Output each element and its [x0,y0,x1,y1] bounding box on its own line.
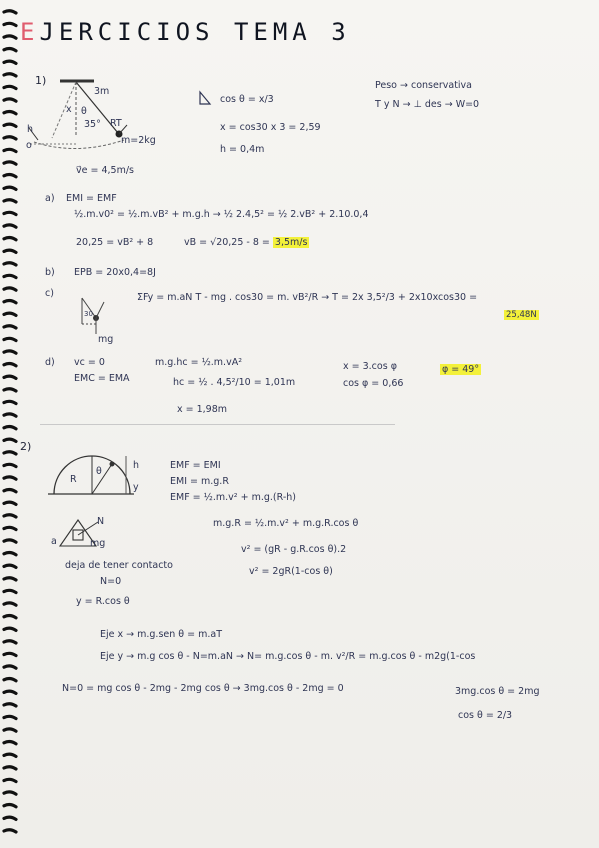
loses-contact: deja de tener contacto [65,560,173,571]
diagram-rt: RT [110,118,122,129]
spiral-ring [4,679,16,681]
spiral-ring [4,99,16,101]
spiral-ring [4,11,16,13]
spiral-ring [4,565,16,567]
fbd-N: N [97,516,105,527]
part-b-label: b) [45,267,55,278]
part-d-eq3: x = 1,98m [177,404,228,415]
spiral-ring [4,628,16,630]
part-a-eq2: ½.m.v0² = ½.m.vB² + m.g.h → ½ 2.4,5² = ½ 2.vB² + 2.10.0,4 [74,209,369,220]
spiral-ring [4,578,16,580]
hemisphere-diagram [44,446,144,502]
diagram-origin: o [26,140,32,151]
spiral-ring [4,439,16,441]
spiral-ring [4,553,16,555]
spiral-ring [4,792,16,794]
spiral-ring [4,162,16,164]
spiral-ring [4,200,16,202]
fbd-a: a [51,536,57,547]
force-angle: 30 [84,310,93,318]
ex2-emf-emi: EMF = EMI [170,460,221,471]
spiral-ring [4,515,16,517]
spiral-ring [4,754,16,756]
part-d-label: d) [45,357,55,368]
note-weight: Peso → conservativa [375,80,473,91]
spiral-ring [4,427,16,429]
spiral-ring [4,616,16,618]
section-divider [40,424,395,425]
spiral-ring [4,23,16,25]
axis-y-eq: Eje y → m.g cos θ - N=m.aN → N= m.g.cos θ - m. v²/R = m.g.cos θ - m2g(1-cos [100,651,476,662]
hemisphere-y: y [133,482,139,493]
spiral-ring [4,527,16,529]
trig-x: x = cos30 x 3 = 2,59 [220,122,321,133]
part-a-eq3: 20,25 = vB² + 8 [76,237,154,248]
spiral-ring [4,401,16,403]
initial-velocity: v⃗e = 4,5m/s [76,165,134,176]
part-a-eq1: EMI = EMF [66,193,117,204]
spiral-ring [4,364,16,366]
trig-cos: cos θ = x/3 [220,94,274,105]
spiral-ring [4,716,16,718]
fbd-mg: mg [90,538,106,549]
spiral-ring [4,590,16,592]
spiral-ring [4,464,16,466]
spiral-ring [4,175,16,177]
final-eq: N=0 = mg cos θ - 2mg - 2mg cos θ → 3mg.cos θ - 2mg = 0 [62,683,344,694]
spiral-ring [4,477,16,479]
spiral-ring [4,212,16,214]
spiral-ring [4,742,16,744]
spiral-ring [4,275,16,277]
y-cos: y = R.cos θ [76,596,130,607]
spiral-ring [4,49,16,51]
spiral-ring [4,74,16,76]
diagram-length: 3m [94,86,110,97]
part-c-eq: ΣFy = m.aN T - mg . cos30 = m. vB²/R → T = 2x 3,5²/3 + 2x10xcos30 = [137,292,478,303]
spiral-ring [4,225,16,227]
spiral-ring [4,767,16,769]
spiral-ring [4,338,16,340]
part-c-answer: 25,48N [506,310,537,320]
spiral-ring [4,805,16,807]
exercise-2-number: 2) [20,440,32,453]
spiral-ring [4,263,16,265]
ex2-emi: EMI = m.g.R [170,476,229,487]
spiral-ring [4,603,16,605]
part-a-eq4: vB = √20,25 - 8 = 3,5m/s [184,237,308,248]
spiral-ring [4,326,16,328]
hemisphere-h: h [133,460,140,471]
ex2-eq4: m.g.R = ½.m.v² + m.g.R.cos θ [213,518,359,529]
spiral-ring [4,389,16,391]
spiral-ring [4,490,16,492]
spiral-ring [4,187,16,189]
note-tension: T y N → ⊥ des → W=0 [375,99,480,110]
diagram-angle: 35° [84,119,101,130]
trig-h: h = 0,4m [220,144,265,155]
spiral-ring [4,250,16,252]
spiral-ring [4,376,16,378]
part-a-label: a) [45,193,55,204]
spiral-ring [4,817,16,819]
spiral-ring [4,641,16,643]
spiral-ring [4,36,16,38]
spiral-ring [4,351,16,353]
diagram-mass: m=2kg [121,135,156,146]
exercise-1-number: 1) [35,74,47,87]
part-d-emc: EMC = EMA [74,373,130,384]
spiral-ring [4,502,16,504]
spiral-ring [4,414,16,416]
result-1: 3mg.cos θ = 2mg [455,686,540,697]
spiral-ring [4,313,16,315]
part-d-r2: cos φ = 0,66 [343,378,404,389]
spiral-ring [4,112,16,114]
part-d-vc: vc = 0 [74,357,105,368]
spiral-ring [4,124,16,126]
spiral-ring [4,86,16,88]
spiral-ring [4,238,16,240]
ex2-eq6: v² = 2gR(1-cos θ) [249,566,333,577]
force-mg: mg [98,334,114,345]
page-title: EJERCICIOS TEMA 3 [20,18,351,46]
spiral-ring [4,61,16,63]
spiral-ring [4,452,16,454]
normal-zero: N=0 [100,576,122,587]
triangle-icon [198,90,212,106]
ex2-emf: EMF = ½.m.v² + m.g.(R-h) [170,492,296,503]
part-d-answer: φ = 49° [442,364,480,375]
spiral-ring [4,779,16,781]
spiral-ring [4,301,16,303]
part-d-r1: x = 3.cos φ [343,361,397,372]
spiral-ring [4,149,16,151]
spiral-ring [4,830,16,832]
part-b-eq: EPB = 20x0,4=8J [74,267,156,278]
hemisphere-R: R [70,474,77,485]
hemisphere-theta: θ [96,466,102,477]
part-c-label: c) [45,288,54,299]
part-d-eq1: m.g.hc = ½.m.vA² [155,357,242,368]
axis-x-eq: Eje x → m.g.sen θ = m.aT [100,629,222,640]
spiral-ring [4,729,16,731]
part-a-answer: 3,5m/s [274,237,308,248]
result-2: cos θ = 2/3 [458,710,513,721]
ex2-eq5: v² = (gR - g.R.cos θ).2 [241,544,347,555]
spiral-ring [4,137,16,139]
diagram-h: h [27,124,34,135]
part-d-eq2: hc = ½ . 4,5²/10 = 1,01m [173,377,296,388]
spiral-ring [4,691,16,693]
spiral-ring [4,666,16,668]
spiral-ring [4,288,16,290]
spiral-ring [4,704,16,706]
spiral-ring [4,653,16,655]
spiral-binding [0,0,22,848]
diagram-x: x [66,104,72,115]
spiral-ring [4,540,16,542]
diagram-theta: θ [81,106,87,117]
